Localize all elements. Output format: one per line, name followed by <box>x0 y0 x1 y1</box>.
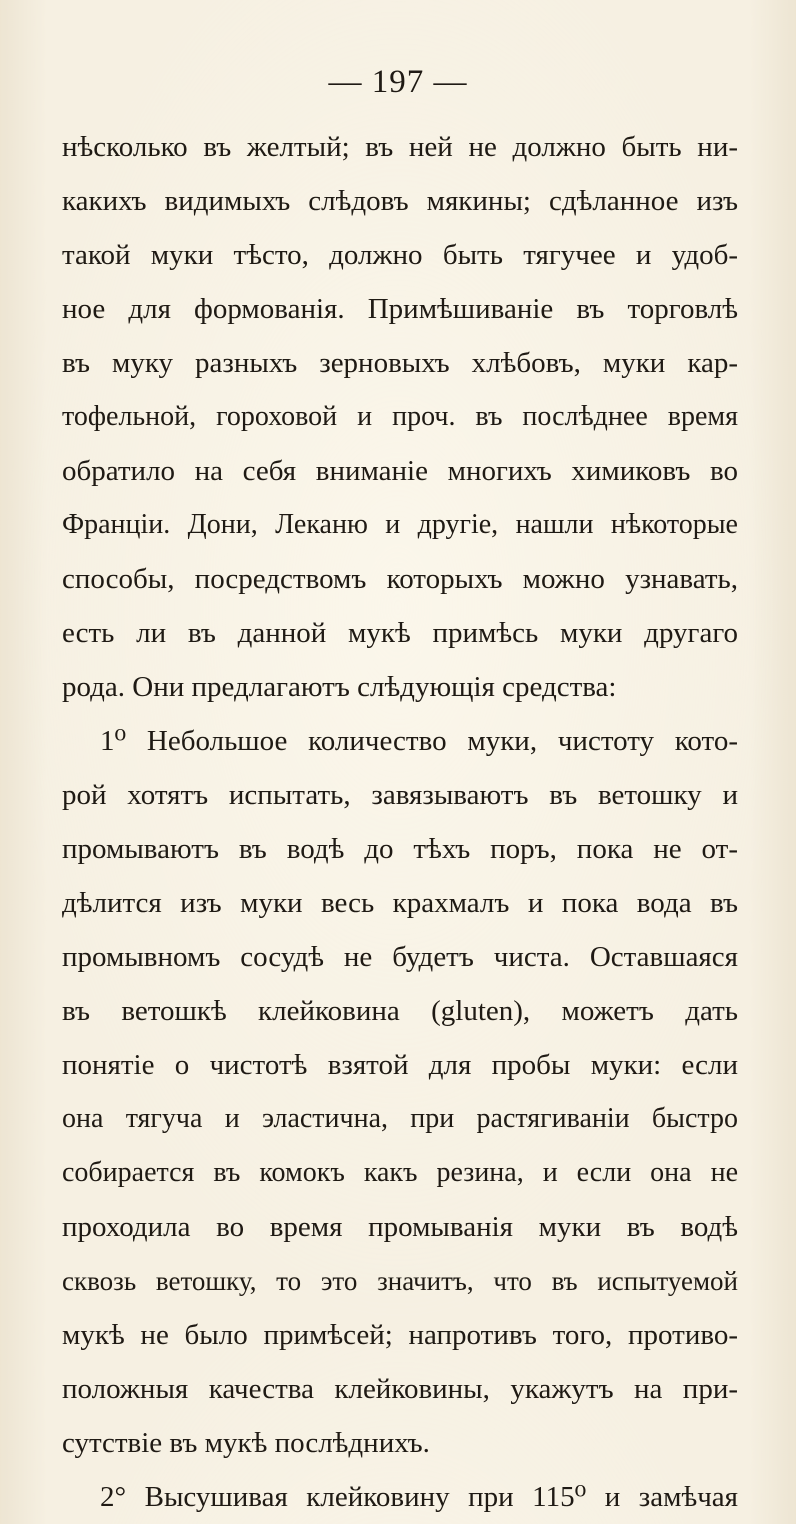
page-number: — 197 — <box>328 64 468 100</box>
text-line: собирается въ комокъ какъ резина, и если она не <box>62 1157 738 1188</box>
text-line: сутствіе въ мукѣ послѣднихъ. <box>62 1427 430 1459</box>
text-line: она тягуча и эластична, при растягиваніи быстро <box>62 1103 738 1134</box>
text-line: въ ветошкѣ клейковина (gluten), можетъ дать <box>62 995 738 1027</box>
text-line: обратило на себя вниманіе многихъ химиковъ во <box>62 455 738 487</box>
body-text <box>62 120 738 1524</box>
text-line: тофельной, гороховой и проч. въ послѣднее время <box>62 401 738 432</box>
text-line: нѣсколько въ желтый; въ ней не должно быть ни- <box>62 131 738 163</box>
text-line: дѣлится изъ муки весь крахмалъ и пока вода въ <box>62 887 738 919</box>
text-line: рой хотятъ испытать, завязываютъ въ ветошку и <box>62 779 738 811</box>
text-line: ное для формованія. Примѣшиваніе въ торговлѣ <box>62 293 738 325</box>
text-line: положныя качества клейковины, укажутъ на при- <box>62 1373 738 1405</box>
text-line: проходила во время промыванія муки въ водѣ <box>62 1211 738 1243</box>
text-line: способы, посредствомъ которыхъ можно узнавать, <box>62 563 738 595</box>
text-line: сквозь ветошку, то это значитъ, что въ испытуемой <box>62 1266 738 1296</box>
text-line: промываютъ въ водѣ до тѣхъ поръ, пока не от- <box>62 833 738 865</box>
text-line: Франціи. Дони, Леканю и другіе, нашли нѣкоторые <box>62 509 738 540</box>
text-line: промывномъ сосудѣ не будетъ чиста. Оставшаяся <box>62 941 738 973</box>
text-line: такой муки тѣсто, должно быть тягучее и удоб- <box>62 239 738 271</box>
text-line: есть ли въ данной мукѣ примѣсь муки другаго <box>62 617 738 649</box>
text-line: мукѣ не было примѣсей; напротивъ того, противо- <box>62 1319 738 1351</box>
text-line: какихъ видимыхъ слѣдовъ мякины; сдѣланное изъ <box>62 185 738 217</box>
text-line: 1⁰ Небольшое количество муки, чистоту кото- <box>100 725 738 757</box>
text-line: 2° Высушивая клейковину при 115⁰ и замѣчая <box>100 1481 738 1513</box>
text-line: понятіе о чистотѣ взятой для пробы муки: если <box>62 1049 738 1081</box>
text-line: въ муку разныхъ зерновыхъ хлѣбовъ, муки кар- <box>62 347 738 379</box>
text-line: рода. Они предлагаютъ слѣдующія средства: <box>62 671 617 703</box>
